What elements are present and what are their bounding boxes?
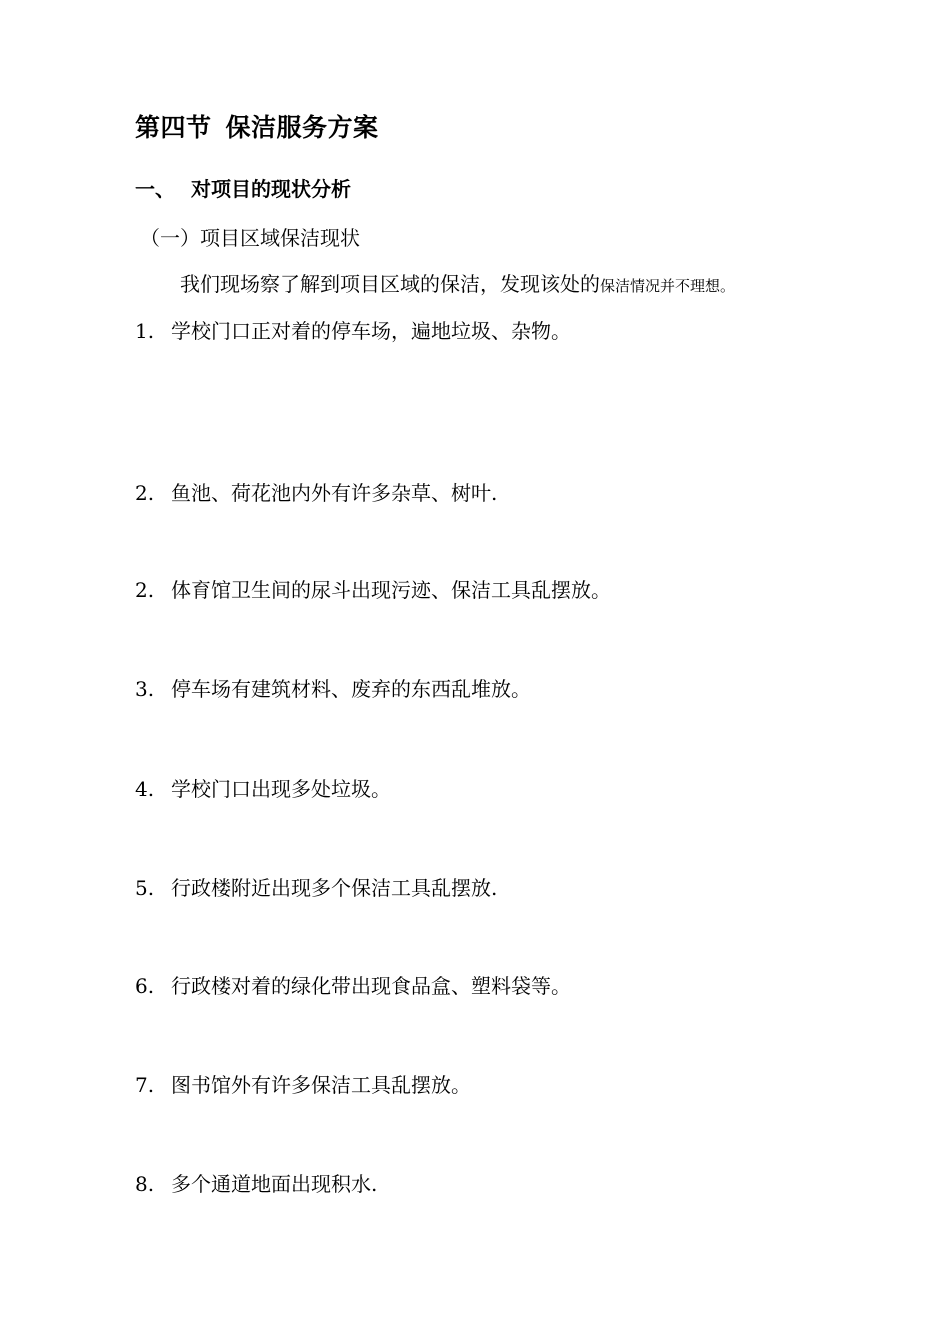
list-item-number: 2.	[135, 578, 155, 602]
list-item	[135, 872, 497, 901]
list-item-number: 7.	[135, 1073, 155, 1097]
list-item-text: 图书馆外有许多保洁工具乱摆放。	[171, 1073, 471, 1097]
page-title	[135, 108, 379, 144]
list-item-text: 停车场有建筑材料、废弃的东西乱堆放。	[171, 677, 531, 701]
intro-small-text: 保洁情况并不理想。	[600, 277, 736, 295]
section-number: 一、	[135, 177, 175, 201]
section-title: 对项目的现状分析	[191, 177, 351, 201]
section-heading	[135, 173, 351, 202]
list-item-number: 3.	[135, 677, 155, 701]
subsection-heading: （一）项目区域保洁现状	[140, 226, 360, 250]
list-item-number: 4.	[135, 777, 155, 801]
list-item	[135, 970, 571, 999]
list-item-text: 行政楼对着的绿化带出现食品盒、塑料袋等。	[171, 974, 571, 998]
list-item-number: 5.	[135, 876, 155, 900]
list-item-text: 行政楼附近出现多个保洁工具乱摆放.	[171, 876, 498, 900]
list-item	[135, 773, 391, 802]
list-item-number: 8.	[135, 1172, 155, 1196]
list-item	[135, 673, 531, 702]
list-item	[135, 315, 571, 344]
list-item-number: 6.	[135, 974, 155, 998]
list-item-text: 体育馆卫生间的尿斗出现污迹、保洁工具乱摆放。	[171, 578, 611, 602]
list-item-text: 鱼池、荷花池内外有许多杂草、树叶.	[171, 481, 498, 505]
list-item-number: 2.	[135, 481, 155, 505]
list-item-number: 1.	[135, 319, 155, 343]
intro-main-text: 我们现场察了解到项目区域的保洁，发现该处的	[180, 272, 600, 296]
list-item-text: 学校门口正对着的停车场，遍地垃圾、杂物。	[171, 319, 571, 343]
list-item-text: 学校门口出现多处垃圾。	[171, 777, 391, 801]
list-item	[135, 1069, 471, 1098]
list-item	[135, 1168, 377, 1197]
list-item	[135, 574, 611, 603]
title-section-label: 第四节	[135, 113, 212, 142]
list-item	[135, 477, 497, 506]
list-item-text: 多个通道地面出现积水.	[171, 1172, 378, 1196]
title-text: 保洁服务方案	[225, 113, 379, 142]
intro-paragraph	[180, 268, 735, 297]
